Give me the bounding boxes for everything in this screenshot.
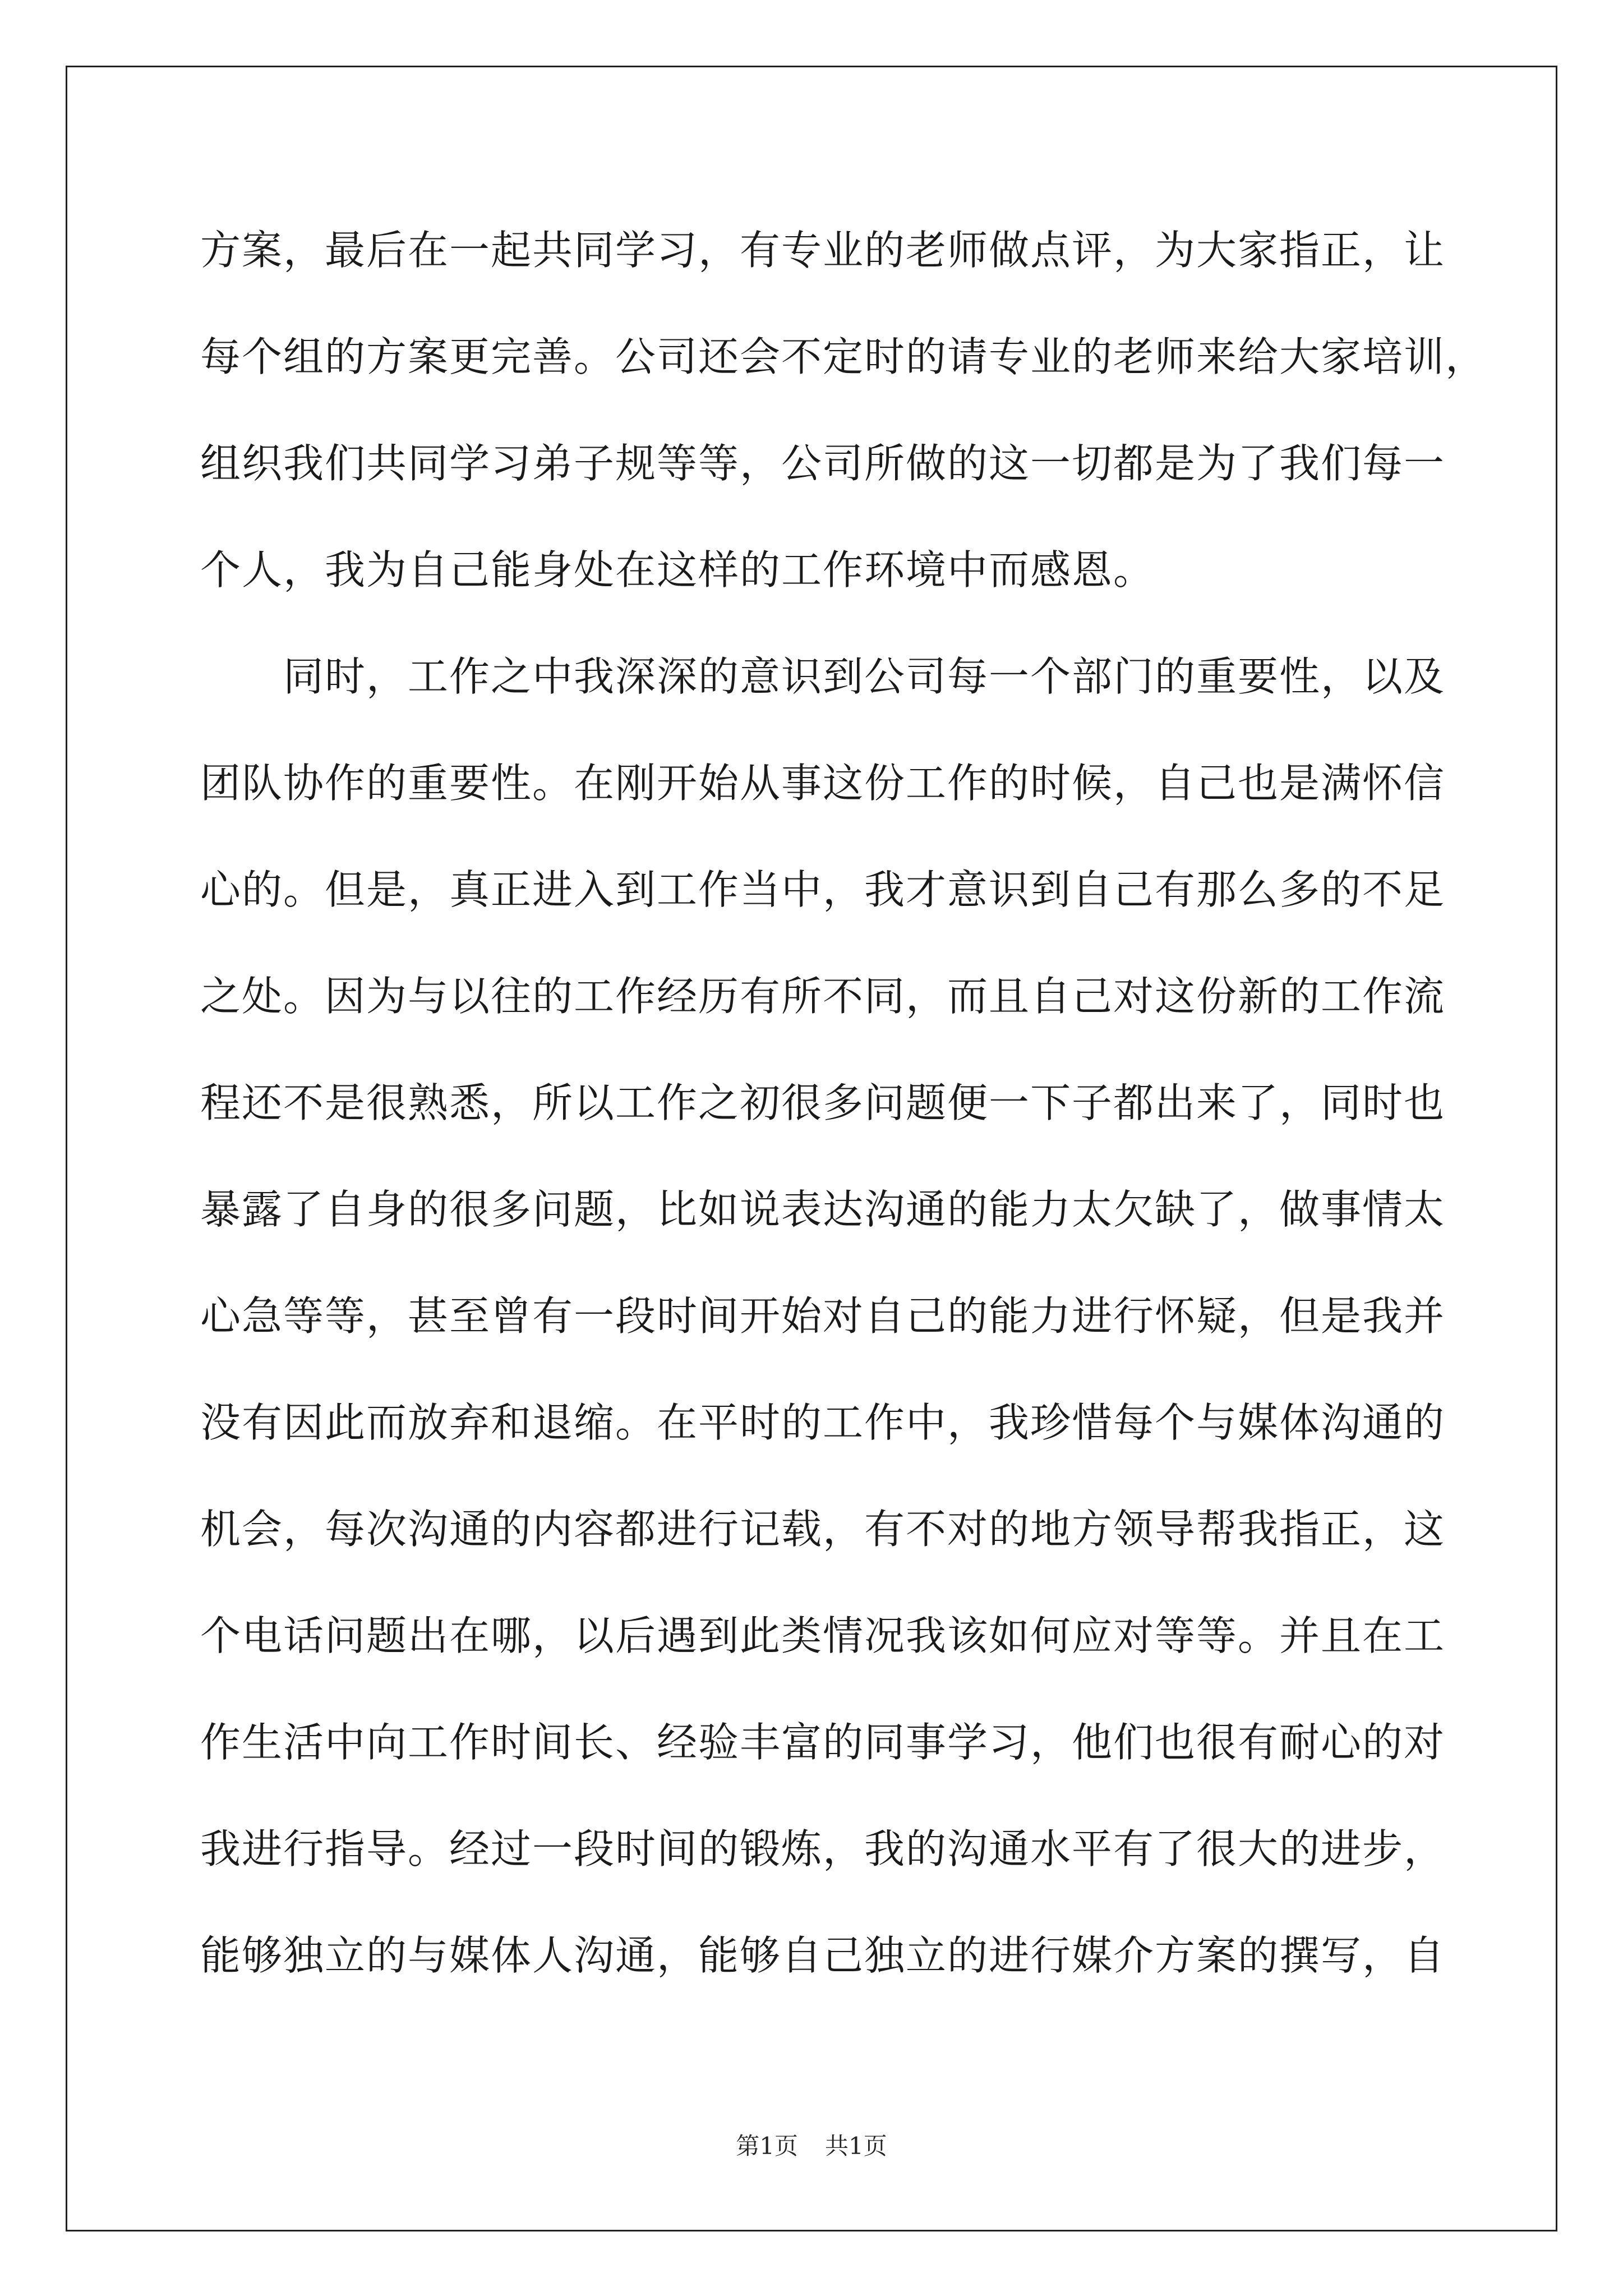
page-border xyxy=(66,66,1557,2231)
text-line: 机会，每次沟通的内容都进行记载，有不对的地方领导帮我指正，这 xyxy=(200,1506,1446,1553)
text-line: 之处。因为与以往的工作经历有所不同，而且自己对这份新的工作流 xyxy=(200,973,1446,1020)
page-footer xyxy=(0,2129,1623,2163)
text-line: 方案，最后在一起共同学习，有专业的老师做点评，为大家指正，让 xyxy=(200,227,1446,274)
text-line: 作生活中向工作时间长、经验丰富的同事学习，他们也很有耐心的对 xyxy=(200,1719,1446,1766)
text-line: 暴露了自身的很多问题，比如说表达沟通的能力太欠缺了，做事情太 xyxy=(200,1186,1446,1233)
text-line: 心的。但是，真正进入到工作当中，我才意识到自己有那么多的不足 xyxy=(200,866,1446,913)
text-line: 心急等等，甚至曾有一段时间开始对自己的能力进行怀疑，但是我并 xyxy=(200,1292,1446,1340)
page-total: 共1页 xyxy=(825,2132,887,2160)
text-line: 每个组的方案更完善。公司还会不定时的请专业的老师来给大家培训， xyxy=(200,333,1487,380)
text-line: 团队协作的重要性。在刚开始从事这份工作的时候，自己也是满怀信 xyxy=(200,760,1446,807)
text-line: 我进行指导。经过一段时间的锻炼，我的沟通水平有了很大的进步， xyxy=(200,1825,1446,1872)
text-line: 能够独立的与媒体人沟通，能够自己独立的进行媒介方案的撰写，自 xyxy=(200,1932,1446,1979)
page-number: 第1页 xyxy=(736,2132,798,2160)
text-line: 同时，工作之中我深深的意识到公司每一个部门的重要性，以及 xyxy=(200,653,1446,700)
text-line: 没有因此而放弃和退缩。在平时的工作中，我珍惜每个与媒体沟通的 xyxy=(200,1399,1446,1446)
text-line: 程还不是很熟悉，所以工作之初很多问题便一下子都出来了，同时也 xyxy=(200,1079,1446,1126)
text-line: 个电话问题出在哪，以后遇到此类情况我该如何应对等等。并且在工 xyxy=(200,1612,1446,1659)
text-line: 个人，我为自己能身处在这样的工作环境中而感恩。 xyxy=(200,546,1155,593)
text-line: 组织我们共同学习弟子规等等，公司所做的这一切都是为了我们每一 xyxy=(200,440,1446,487)
